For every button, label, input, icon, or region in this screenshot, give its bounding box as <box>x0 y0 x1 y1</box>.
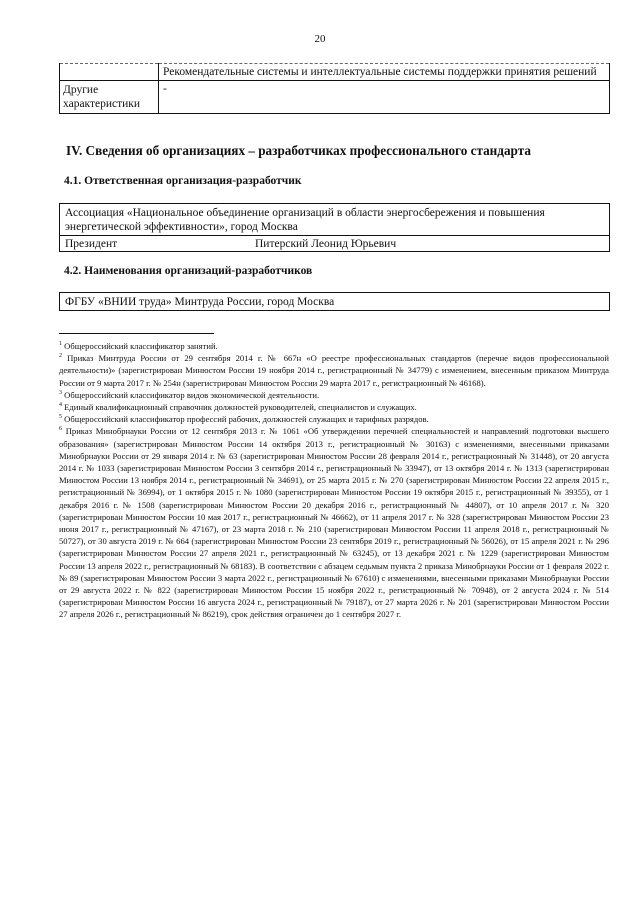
page-number: 20 <box>314 33 326 45</box>
footnote-number: 4 <box>59 402 62 409</box>
section-title: IV. Сведения об организациях – разработчиках профессионального стандарта <box>66 143 531 158</box>
person-position: Президент <box>65 238 118 250</box>
footnote-separator <box>59 333 214 334</box>
person-name: Питерский Леонид Юрьевич <box>255 238 397 250</box>
footnotes <box>59 340 609 621</box>
developers-heading: 4.2. Наименования организаций-разработчиков <box>64 265 313 277</box>
footnote <box>59 340 609 352</box>
footnote-number: 2 <box>59 353 62 360</box>
footnote-number: 3 <box>59 389 62 396</box>
footnote-text: Единый квалификационный справочник должностей руководителей, специалистов и служащих. <box>64 402 417 413</box>
table-cell-label <box>60 64 159 81</box>
footnote <box>59 425 609 620</box>
table-cell-value: - <box>159 81 610 114</box>
footnote <box>59 389 609 401</box>
footnote-text: Приказ Минобрнауки России от 12 сентября 2013 г. № 1061 «Об утверждении перечней специальностей и направлений подготовки высшего образования» (зарегистрирован Минюстом России 14 октября 2013 г., регистрационный № 30163) с изменениями, внесенными приказами Минобрнауки России от 29 января 2014 г. № 63 (зарегистрирован Минюстом России 28 февраля 2014 г., регистрационный № 31448), от 20 августа 2014 г. № 1033 (зарегистрирован Минюстом России 3 сентября 2014 г., регистрационный № 33947), от 13 октября 2014 г. № 1313 (зарегистрирован Минюстом России 13 ноября 2014 г., регистрационный № 34691), от 25 марта 2015 г. № 270 (зарегистрирован Минюстом России 22 апреля 2015 г., регистрационный № 36994), от 1 октября 2015 г. № 1080 (зарегистрирован Минюстом России 19 октября 2015 г., регистрационный № 39355), от 1 декабря 2016 г. № 1508 (зарегистрирован Минюстом России 20 декабря 2016 г., регистрационный № 44807), от 10 апреля 2017 г. № 320 (зарегистрирован Минюстом России 10 мая 2017 г., регистрационный № 46662), от 11 апреля 2017 г. № 328 (зарегистрирован Минюстом России 23 июня 2017 г., регистрационный № 47167), от 23 марта 2018 г. № 210 (зарегистрирован Минюстом России 11 апреля 2018 г., регистрационный № 50727), от 30 августа 2019 г. № 664 (зарегистрирован Минюстом России 23 сентября 2019 г., регистрационный № 56026), от 15 апреля 2021 г. № 296 (зарегистрирован Минюстом России 27 апреля 2021 г., регистрационный № 63245), от 13 декабря 2021 г. № 1229 (зарегистрирован Минюстом России 13 апреля 2022 г., регистрационный № 68183). В соответствии с абзацем седьмым пункта 2 приказа Минобрнауки России от 1 февраля 2022 г. № 89 (зарегистрирован Минюстом России 3 марта 2022 г., регистрационный № 67610) с изменениями, внесенными приказами Минобрнауки России от 29 августа 2022 г. № 822 (зарегистрирован Минюстом России 15 ноября 2022 г., регистрационный № 70948), от 2 августа 2024 г. № 514 (зарегистрирован Минюстом России 16 августа 2024 г., регистрационный № 79187), от 27 марта 2026 г. № 201 (зарегистрирован Минюстом России 27 апреля 2026 г., регистрационный № 86219), срок действия ограничен до 1 сентября 2027 г. <box>59 426 609 620</box>
footnote-number: 5 <box>59 414 62 421</box>
table-row <box>60 81 610 114</box>
responsible-org-heading: 4.1. Ответственная организация-разработчик <box>64 175 302 187</box>
table-cell-label: Другие характеристики <box>60 81 159 114</box>
table-cell-value: Рекомендательные системы и интеллектуальные системы поддержки принятия решений <box>159 64 610 81</box>
continued-table <box>59 63 610 114</box>
responsible-person-row <box>60 235 609 251</box>
footnote-number: 1 <box>59 341 62 348</box>
footnote <box>59 352 609 389</box>
table-row <box>60 64 610 81</box>
footnote <box>59 413 609 425</box>
footnote-text: Общероссийский классификатор занятий. <box>64 341 218 351</box>
developers-box <box>59 292 610 311</box>
footnote-text: Общероссийский классификатор профессий рабочих, должностей служащих и тарифных разрядов. <box>64 414 429 425</box>
footnote-text: Приказ Минтруда России от 29 сентября 2014 г. № 667н «О реестре профессиональных стандартов (перечне видов профессиональной деятельности)» (зарегистрирован Минюстом России 19 ноября 2014 г., регистрационный № 34779) с изменением, внесенным приказом Минтруда России от 9 марта 2017 г. № 254н (зарегистрирован Минюстом России 29 марта 2017 г., регистрационный № 46168). <box>59 353 609 388</box>
footnote-text: Общероссийский классификатор видов экономической деятельности. <box>64 389 320 400</box>
developer-org-name: ФГБУ «ВНИИ труда» Минтруда России, город Москва <box>65 296 335 308</box>
footnote-number: 6 <box>59 426 62 433</box>
responsible-org-box <box>59 203 610 252</box>
responsible-org-name: Ассоциация «Национальное объединение организаций в области энергосбережения и повышения энергетической эффективности», город Москва <box>65 207 545 233</box>
footnote <box>59 401 609 413</box>
